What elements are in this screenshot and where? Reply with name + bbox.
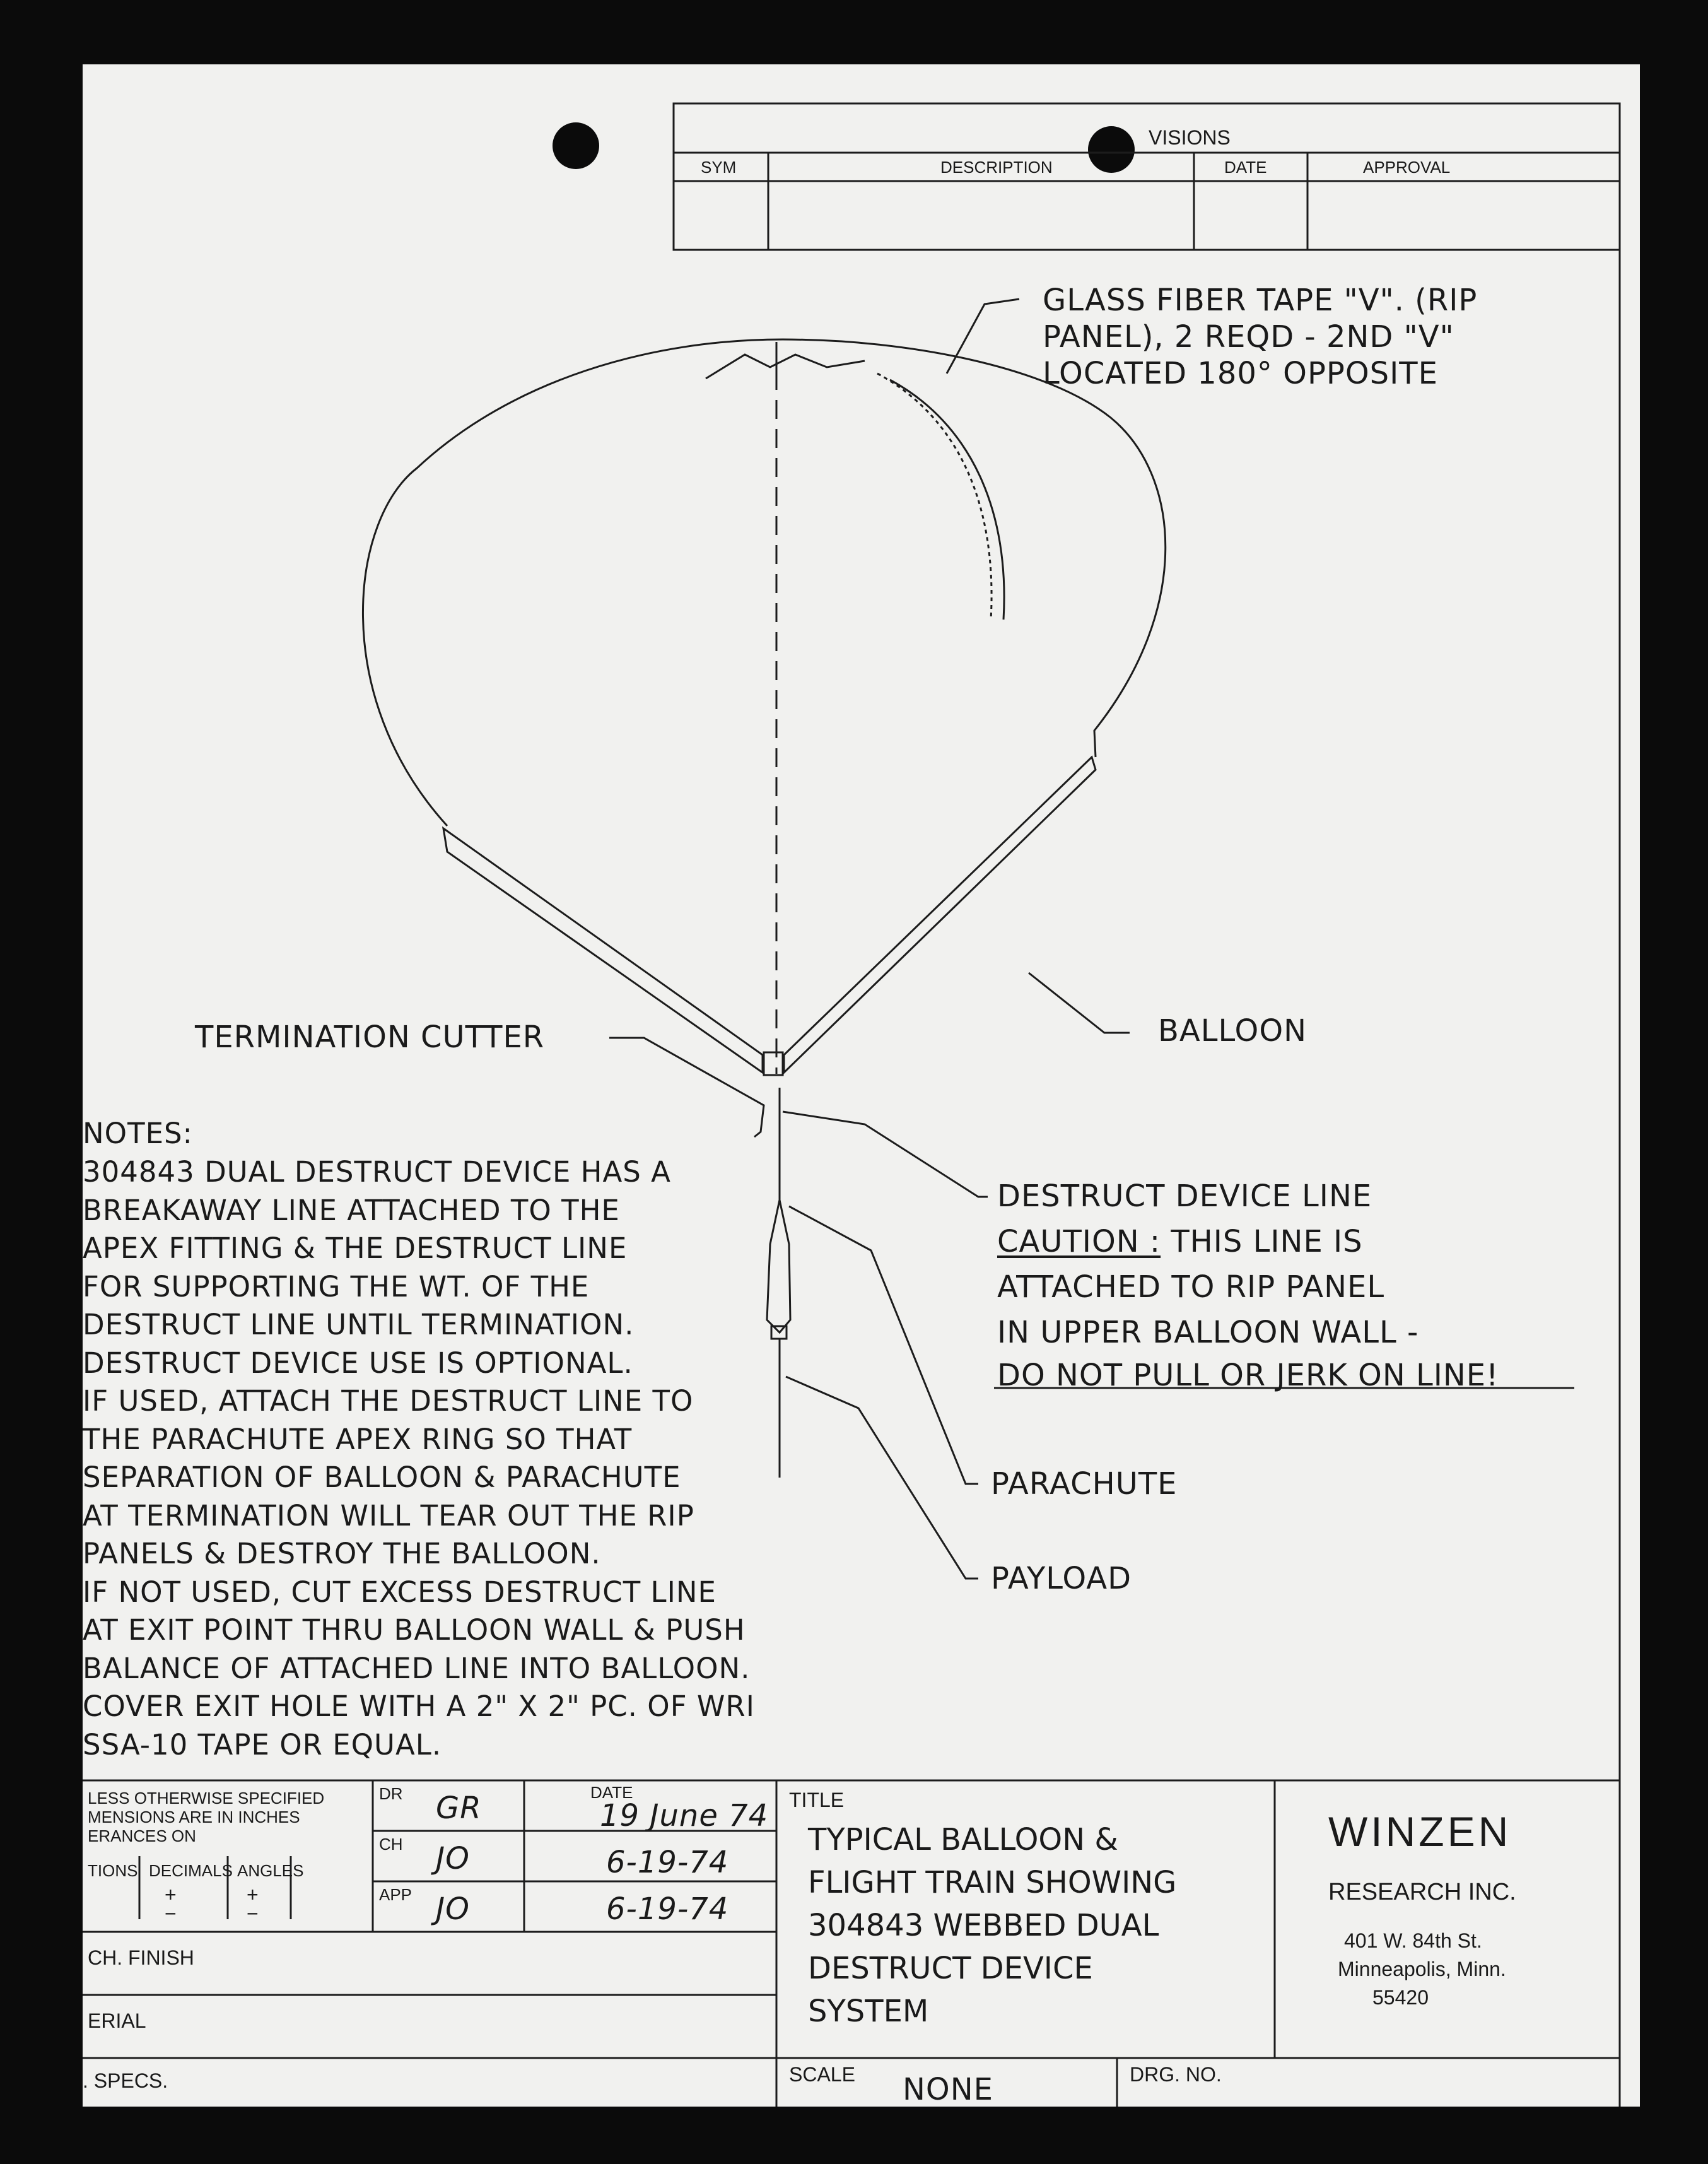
title-line-4: DESTRUCT DEVICE (808, 1951, 1093, 1986)
col-approval: APPROVAL (1363, 158, 1451, 177)
date-label: DATE (590, 1783, 633, 1802)
caution-rest: THIS LINE IS (1161, 1224, 1363, 1259)
title-line-3: 304843 WEBBED DUAL (808, 1908, 1159, 1943)
address-line-3: 55420 (1372, 1986, 1429, 2009)
leader-balloon (1029, 973, 1130, 1033)
caution-line-3: IN UPPER BALLOON WALL - (997, 1315, 1419, 1350)
ch-date: 6-19-74 (606, 1845, 729, 1880)
revisions-header: VISIONS (1149, 126, 1231, 149)
balloon-label: BALLOON (1158, 1013, 1307, 1049)
load-tape-right (784, 757, 1096, 1073)
caution-line-2: ATTACHED TO RIP PANEL (997, 1269, 1385, 1305)
tol-decimals: DECIMALS (149, 1861, 233, 1880)
title-label: TITLE (789, 1789, 845, 1811)
title-line-5: SYSTEM (808, 1994, 929, 2029)
dr-label: DR (379, 1784, 403, 1803)
scale-label: SCALE (789, 2063, 855, 2086)
notes-line: THE PARACHUTE APEX RING SO THAT (83, 1422, 633, 1456)
dr-initials: GR (436, 1791, 482, 1826)
notes-line: DESTRUCT LINE UNTIL TERMINATION. (83, 1308, 635, 1341)
specs-label: . SPECS. (83, 2069, 168, 2092)
notes-line: AT EXIT POINT THRU BALLOON WALL & PUSH (83, 1613, 746, 1647)
warning-line: DO NOT PULL OR JERK ON LINE! (997, 1358, 1499, 1393)
notes-line: IF USED, ATTACH THE DESTRUCT LINE TO (83, 1384, 694, 1418)
notes-line: SSA-10 TAPE OR EQUAL. (83, 1727, 442, 1761)
notes-line: BREAKAWAY LINE ATTACHED TO THE (83, 1193, 620, 1227)
notes-line: AT TERMINATION WILL TEAR OUT THE RIP (83, 1498, 694, 1532)
col-description: DESCRIPTION (940, 158, 1053, 177)
notes-line: IF NOT USED, CUT EXCESS DESTRUCT LINE (83, 1575, 717, 1609)
app-initials: JO (436, 1891, 470, 1927)
drawing-sheet (83, 64, 1640, 2107)
title-line-1: TYPICAL BALLOON & (808, 1822, 1118, 1857)
tol-decimals-minus: − (165, 1902, 177, 1925)
col-date: DATE (1224, 158, 1267, 177)
ch-initials: JO (436, 1841, 470, 1876)
payload-label: PAYLOAD (991, 1561, 1132, 1596)
glass-fiber-line-1: GLASS FIBER TAPE "V". (RIP (1043, 283, 1478, 318)
notes-line: SEPARATION OF BALLOON & PARACHUTE (83, 1461, 681, 1494)
app-label: APP (379, 1885, 412, 1904)
notes-line: PANELS & DESTROY THE BALLOON. (83, 1537, 601, 1570)
company-name: WINZEN (1328, 1808, 1512, 1855)
notes-line: APEX FITTING & THE DESTRUCT LINE (83, 1232, 628, 1265)
company-sub: RESEARCH INC. (1328, 1879, 1516, 1905)
tolerance-line-2: MENSIONS ARE IN INCHES (88, 1808, 300, 1826)
caution-line (997, 1226, 1363, 1257)
notes-line: BALANCE OF ATTACHED LINE INTO BALLOON. (83, 1651, 751, 1685)
caution-word: CAUTION : (997, 1224, 1161, 1259)
address-line-2: Minneapolis, Minn. (1338, 1958, 1506, 1980)
termination-cutter-label: TERMINATION CUTTER (195, 1020, 545, 1055)
balloon-envelope (363, 339, 1165, 826)
address-line-1: 401 W. 84th St. (1344, 1929, 1482, 1952)
notes-line: DESTRUCT DEVICE USE IS OPTIONAL. (83, 1346, 633, 1380)
notes-heading: NOTES: (83, 1117, 193, 1150)
leader-payload (786, 1377, 978, 1579)
notes-line: 304843 DUAL DESTRUCT DEVICE HAS A (83, 1155, 671, 1189)
dr-date: 19 June 74 (600, 1798, 769, 1833)
finish-label: CH. FINISH (88, 1946, 194, 1969)
leader-parachute (789, 1206, 978, 1484)
leader-termination-cutter (609, 1038, 764, 1137)
glass-fiber-line-3: LOCATED 180° OPPOSITE (1043, 356, 1438, 391)
leader-destruct (783, 1112, 988, 1197)
tol-angles-minus: − (247, 1902, 259, 1925)
tol-angles: ANGLES (237, 1861, 304, 1880)
apex-fitting (764, 1052, 783, 1075)
destruct-line-label: DESTRUCT DEVICE LINE (997, 1179, 1372, 1214)
ch-label: CH (379, 1835, 403, 1854)
parachute (767, 1200, 790, 1332)
col-sym: SYM (701, 158, 737, 177)
drg-label: DRG. NO. (1130, 2063, 1222, 2086)
glass-fiber-line-2: PANEL), 2 REQD - 2ND "V" (1043, 319, 1454, 355)
material-label: ERIAL (88, 2009, 146, 2032)
notes-line: FOR SUPPORTING THE WT. OF THE (83, 1269, 590, 1303)
revisions-box (674, 103, 1620, 250)
tol-decimals-plus: + (165, 1883, 177, 1906)
notes-line: COVER EXIT HOLE WITH A 2" X 2" PC. OF WRI (83, 1690, 755, 1723)
parachute-label: PARACHUTE (991, 1466, 1178, 1502)
title-line-2: FLIGHT TRAIN SHOWING (808, 1865, 1177, 1900)
app-date: 6-19-74 (606, 1891, 729, 1927)
tol-fractions: TIONS (88, 1861, 138, 1880)
tolerance-line-1: LESS OTHERWISE SPECIFIED (88, 1789, 325, 1808)
tol-angles-plus: + (247, 1883, 259, 1906)
tolerance-line-3: ERANCES ON (88, 1826, 196, 1845)
scale-value: NONE (903, 2072, 993, 2107)
rip-panel-v (706, 355, 865, 379)
